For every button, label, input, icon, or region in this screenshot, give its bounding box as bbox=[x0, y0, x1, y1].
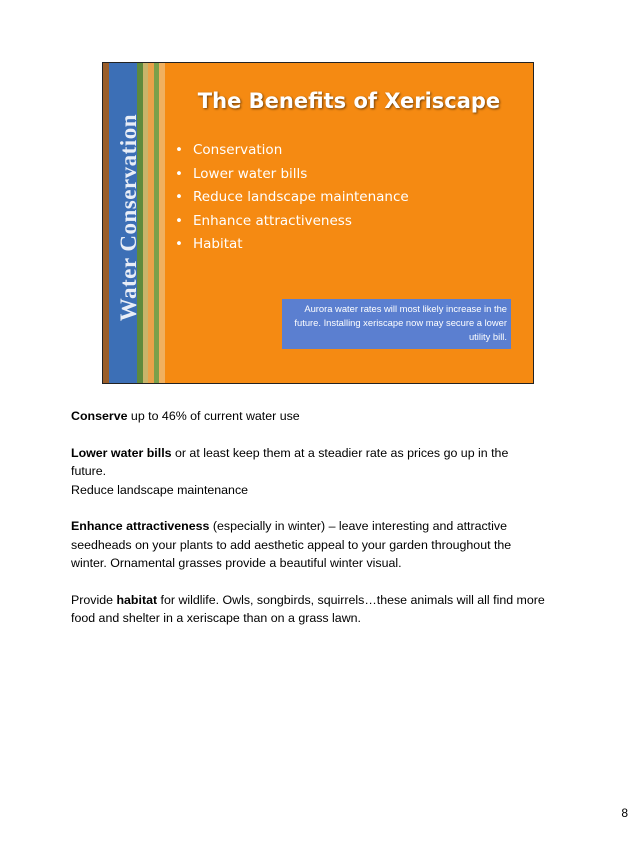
bullet-item bbox=[175, 233, 409, 257]
bullet-dot: • bbox=[175, 212, 183, 229]
slide-title: The Benefits of Xeriscape bbox=[197, 89, 501, 113]
bullet-text: Conservation bbox=[193, 142, 283, 158]
notes-bold: Lower water bills bbox=[71, 445, 172, 460]
notes-bold: Conserve bbox=[71, 409, 128, 423]
slide-note-box: Aurora water rates will most likely increase in the future. Installing xeriscape now may secure a lower utility bill. bbox=[282, 299, 511, 349]
notes-paragraph bbox=[71, 407, 546, 425]
notes-text: Provide bbox=[71, 593, 117, 608]
slide-image bbox=[102, 62, 534, 384]
bullet-text: Enhance attractiveness bbox=[193, 212, 352, 229]
bullet-dot: • bbox=[175, 236, 183, 252]
bullet-item bbox=[175, 210, 409, 234]
bullet-text: Habitat bbox=[193, 236, 243, 252]
notes-bold: habitat bbox=[116, 593, 158, 608]
notes-text: or at least keep them at a steadier rate as prices go up in the future. bbox=[71, 445, 509, 479]
bullet-list bbox=[175, 139, 409, 257]
speaker-notes bbox=[71, 407, 546, 628]
notes-text: for wildlife. Owls, songbirds, squirrels…these animals will all find more food and shelter in a xeriscape than on a grass lawn. bbox=[71, 593, 545, 626]
bullet-dot: • bbox=[175, 142, 183, 158]
bullet-item bbox=[175, 186, 409, 210]
notes-paragraph: Reduce landscape maintenance bbox=[71, 482, 249, 497]
page-number: 8 bbox=[621, 806, 628, 820]
bullet-item bbox=[175, 163, 409, 187]
notes-text: up to 46% of current water use bbox=[127, 409, 300, 423]
notes-bold: Enhance attractiveness bbox=[71, 519, 210, 534]
bullet-text: Lower water bills bbox=[193, 165, 308, 182]
notes-paragraph bbox=[71, 444, 546, 481]
notes-paragraph bbox=[71, 517, 546, 572]
notes-text: (especially in winter) – leave interesting and attractive seedheads on your plants to add aesthetic appeal to your garden throughout the winter. Ornamental grasses provide a beautiful winter visual. bbox=[71, 519, 512, 571]
bullet-dot: • bbox=[175, 165, 183, 182]
bullet-item bbox=[175, 139, 409, 163]
side-title bbox=[113, 93, 145, 343]
bullet-text: Reduce landscape maintenance bbox=[193, 189, 409, 205]
notes-paragraph bbox=[71, 591, 546, 628]
side-title-text: Water Conservation bbox=[116, 114, 141, 322]
bullet-dot: • bbox=[175, 189, 183, 205]
